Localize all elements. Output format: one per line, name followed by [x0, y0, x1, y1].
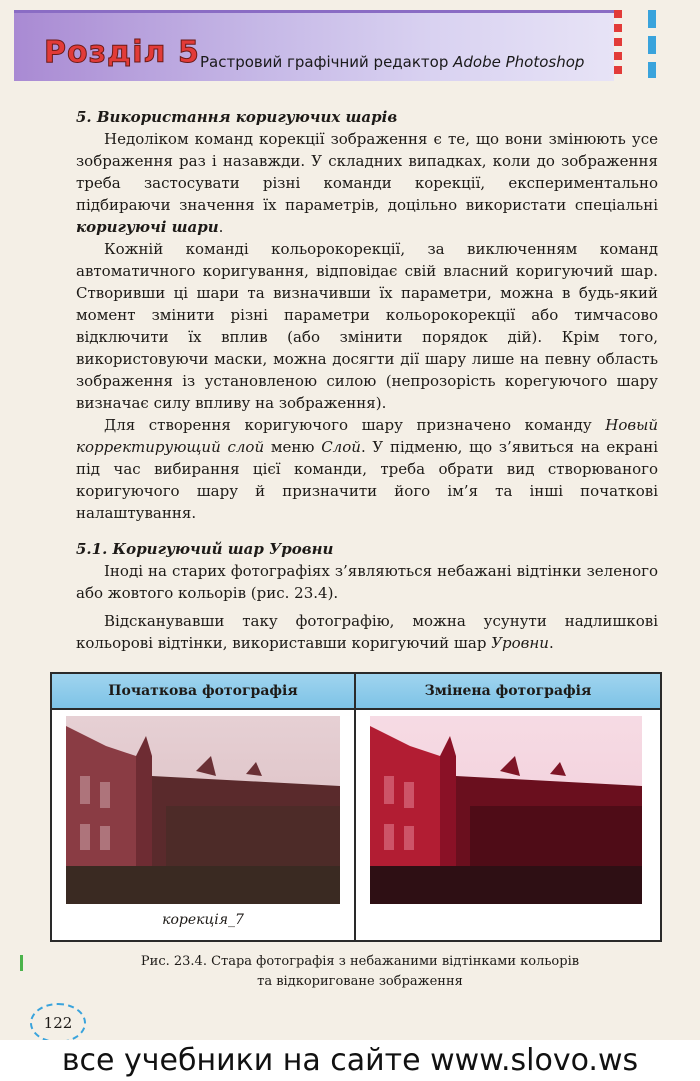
paragraph-3	[76, 414, 658, 524]
figure-caption-line-1: Рис. 23.4. Стара фотографія з небажаними відтінками кольорів	[140, 954, 580, 969]
p3-command: Новый корректирующий слой	[76, 416, 658, 456]
chapter-label: Розділ 5	[44, 35, 200, 70]
figure-divider	[354, 708, 356, 940]
paragraph-2: Кожній команді кольорокорекції, за виключенням команд автоматичного коригування, відповідає свій власний коригуючий шар. Створивши ці шари та визначивши їх параметри, можна в будь-який момент змінити різні параметри кольорокорекції або тимчасово відключити їх вплив (або змінити порядок дій). Крім того, використовуючи маски, можна досягти дії шару лише на певну область зображення із установленою силою (непрозорість корегуючого шару визначає силу впливу на зображення).	[76, 240, 658, 412]
p1-text: Недоліком команд корекції зображення є те, що вони змінюють усе зображення раз і назавжди. У складних випадках, коли до зображення треба застосувати різні команди корекції, експериментально підбираючи значення їх параметрів, доцільно використати спеціальні	[76, 130, 658, 214]
p5-text: Відсканувавши таку фотографію, можна усунути надлишкові кольорові відтінки, використавши коригуючий шар	[76, 612, 658, 652]
page-number: 122	[30, 1003, 86, 1043]
p3-text-2: меню	[264, 438, 322, 456]
figure-header-original: Початкова фотографія	[52, 674, 356, 710]
margin-mark	[20, 955, 23, 971]
section-heading-5-1: 5.1. Коригуючий шар Уровни	[76, 540, 334, 558]
figure-header-modified: Змінена фотографія	[356, 674, 660, 710]
chapter-title	[200, 50, 584, 74]
p3-menu: Слой	[321, 438, 361, 456]
figure-caption-line-2: та відкориговане зображення	[257, 974, 463, 989]
chapter-title-text: Растровий графічний редактор	[200, 53, 454, 71]
figure-table	[50, 672, 662, 942]
p5-term: Уровни	[491, 634, 549, 652]
figure-layer-label: корекція_7	[162, 912, 244, 928]
modified-photo	[370, 716, 642, 904]
figure-caption	[70, 952, 650, 992]
p3-text: Для створення коригуючого шару призначено команду	[104, 416, 606, 434]
p5-end: .	[548, 634, 554, 652]
section-5-body	[76, 128, 658, 524]
p1-end: .	[218, 218, 224, 236]
original-photo	[66, 716, 340, 904]
section-heading-5: 5. Використання коригуючих шарів	[76, 108, 398, 126]
header-decor-blue	[648, 10, 656, 78]
section-5-1-body	[76, 560, 658, 654]
header-decor-red	[614, 10, 622, 78]
paragraph-4: Іноді на старих фотографіях з’являються небажані відтінки зеленого або жовтого кольорів (рис. 23.4).	[76, 562, 658, 602]
paragraph-1	[76, 128, 658, 238]
p3-text-3: . У підменю, що з’явиться на екрані під час вибирання цієї команди, треба обрати вид створюваного коригуючого шару й призначити його ім’я та інші початкові налаштування.	[76, 438, 659, 522]
site-footer: все учебники на сайте www.slovo.ws	[61, 1043, 639, 1078]
paragraph-5	[76, 610, 658, 654]
p1-term: коригуючі шари	[76, 218, 219, 236]
chapter-title-app: Adobe Photoshop	[453, 53, 585, 71]
